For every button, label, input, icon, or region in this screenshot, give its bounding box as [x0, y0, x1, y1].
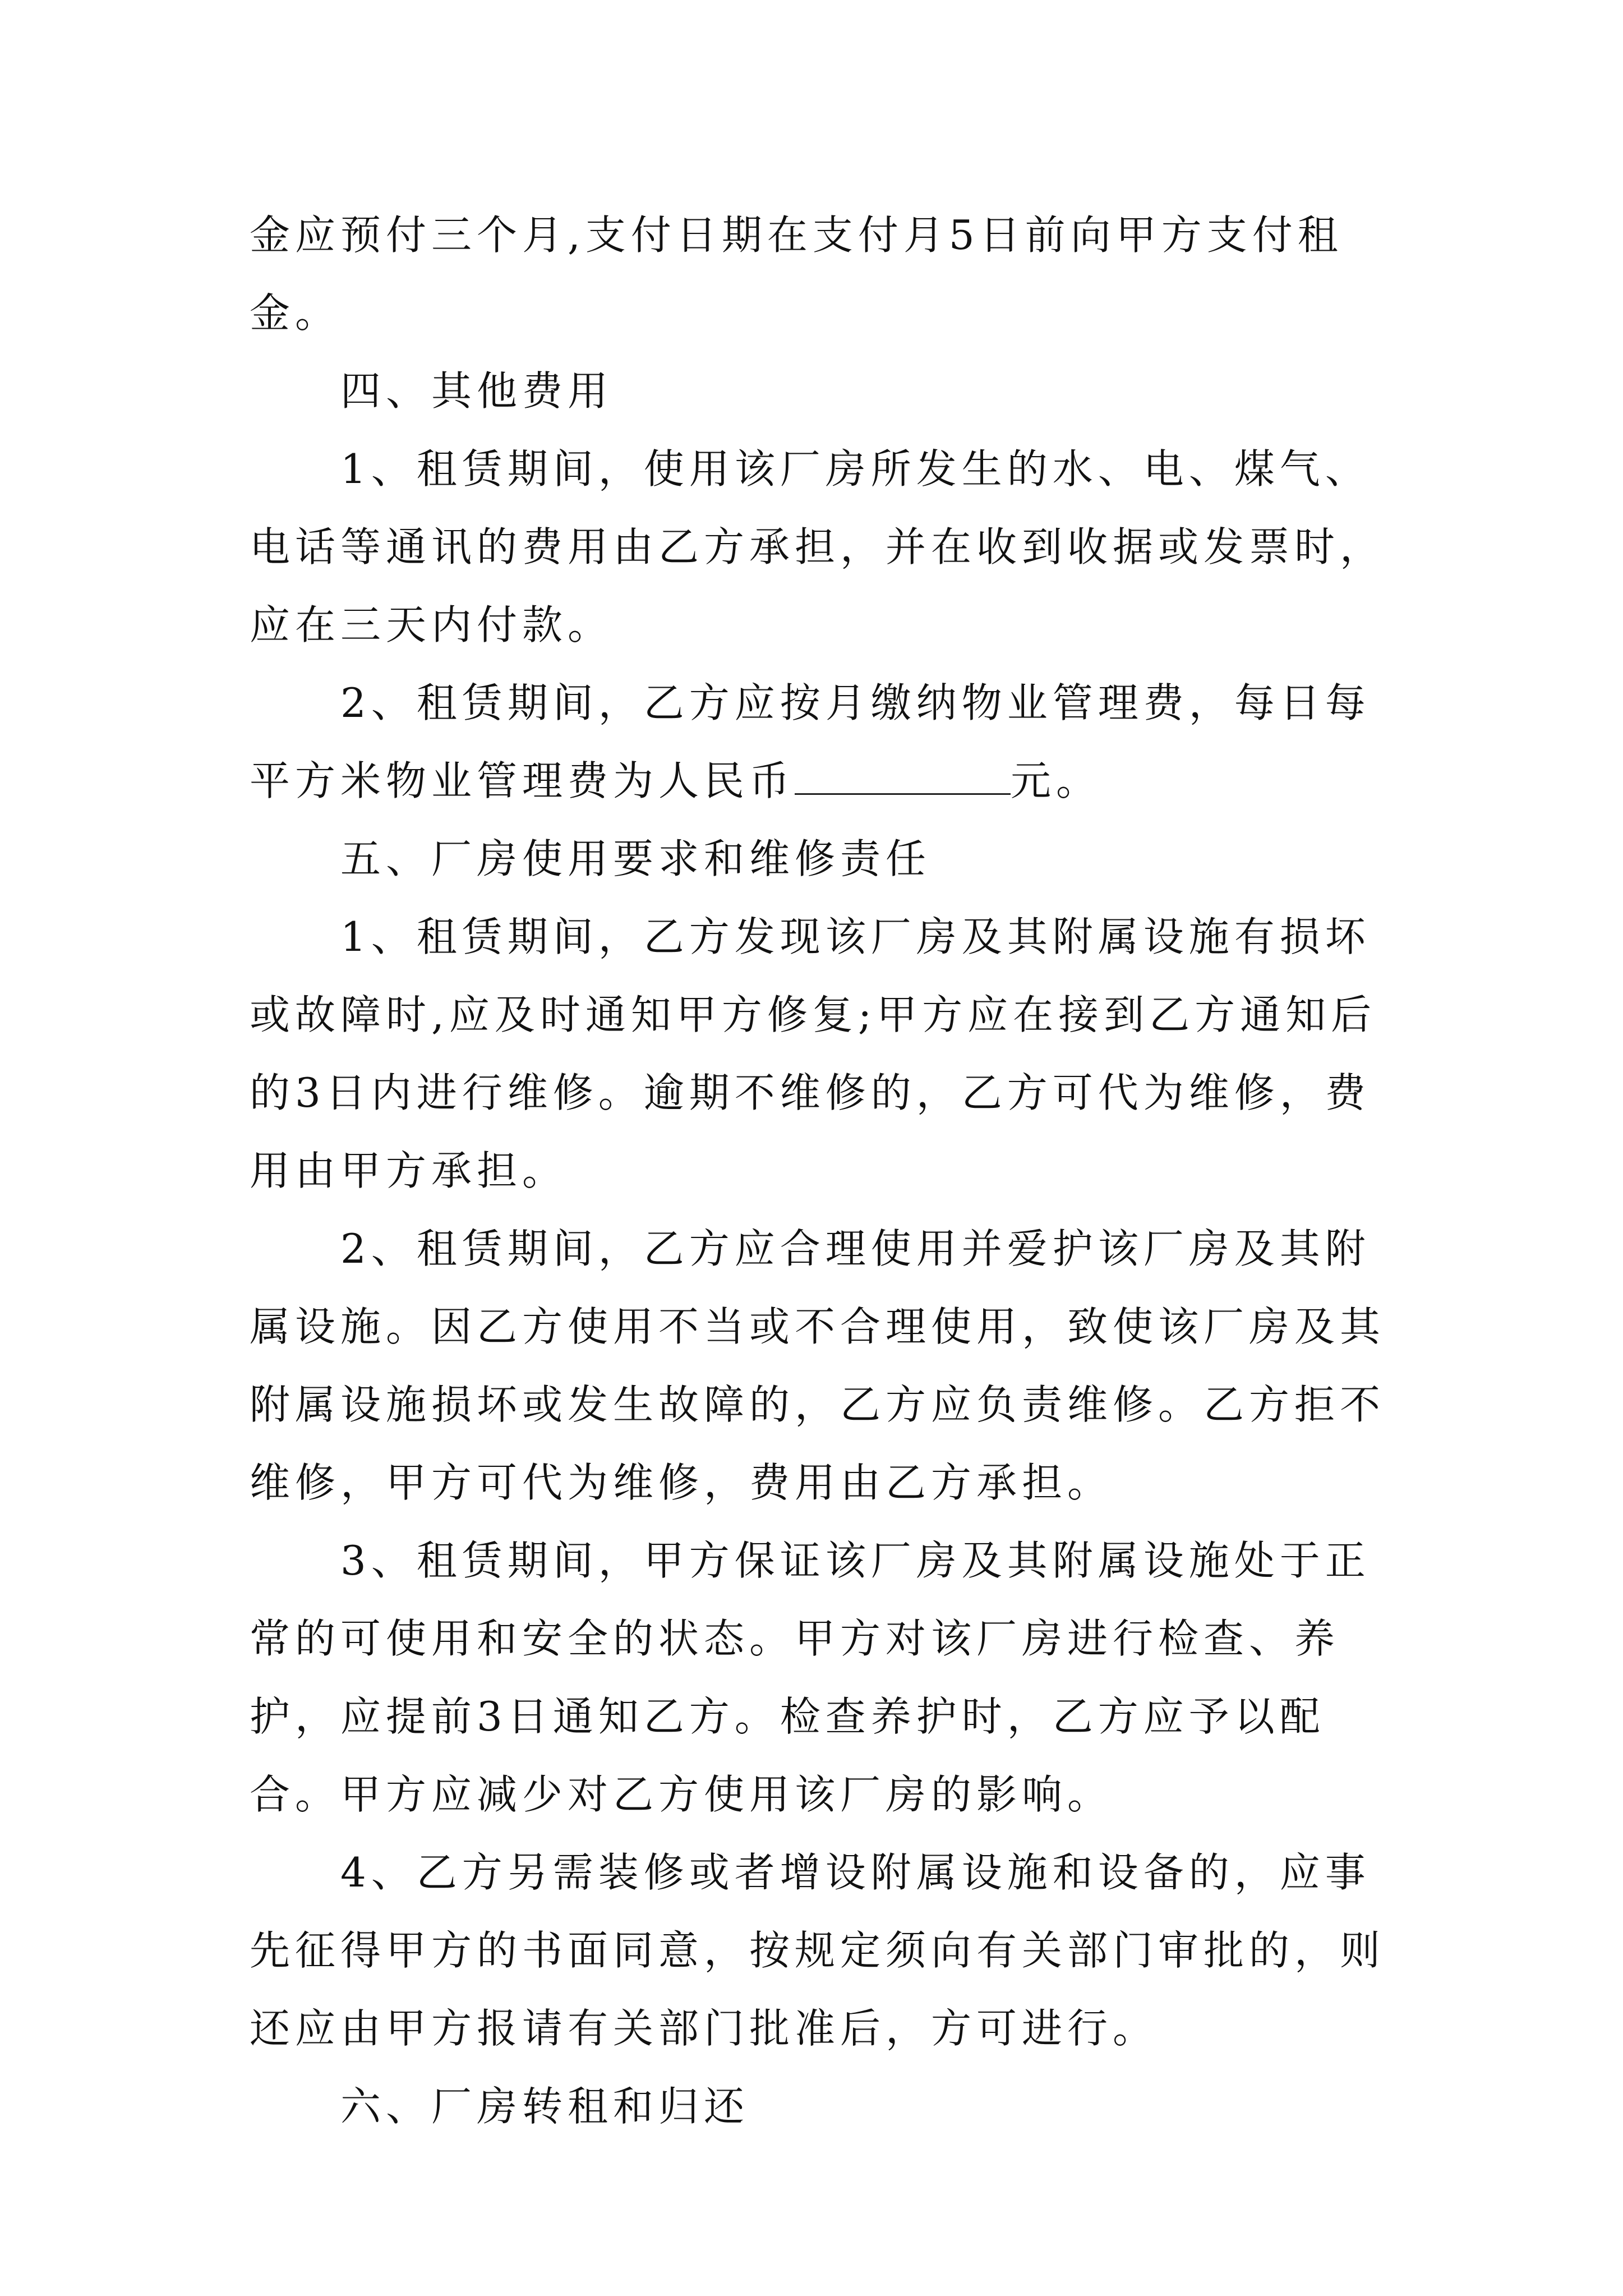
- heading-other-fees: 四、其他费用: [340, 367, 614, 415]
- heading-usage-maintenance: 五、厂房使用要求和维修责任: [340, 835, 932, 882]
- paragraph-repair-notice: 1、租赁期间，乙方发现该厂房及其附属设施有损坏或故障时,应及时通知甲方修复;甲方应在接到乙方通知后的3日内进行维修。逾期不维修的，乙方可代为维修，费用由甲方承担。: [250, 913, 1377, 1194]
- amount-blank-line: [795, 760, 1011, 795]
- paragraph-renovation: 4、乙方另需装修或者增设附属设施和设备的，应事先征得甲方的书面同意，按规定须向有关部门审批的，则还应由甲方报请有关部门批准后，方可进行。: [250, 1849, 1386, 2052]
- document-body: [250, 196, 1394, 2146]
- heading-sublease-return: 六、厂房转租和归还: [340, 2083, 750, 2130]
- paragraph-proper-use: 2、租赁期间，乙方应合理使用并爱护该厂房及其附属设施。因乙方使用不当或不合理使用，致使该厂房及其附属设施损坏或发生故障的，乙方应负责维修。乙方拒不维修，甲方可代为维修，费用由乙方承担。: [250, 1225, 1386, 1506]
- paragraph-utilities: 1、租赁期间，使用该厂房所发生的水、电、煤气、电话等通讯的费用由乙方承担，并在收到收据或发票时，应在三天内付款。: [250, 445, 1386, 648]
- property-fee-unit: 元。: [1011, 757, 1102, 804]
- paragraph-rent-prepay: 金应预付三个月,支付日期在支付月5日前向甲方支付租金。: [250, 211, 1343, 337]
- property-fee-text: 2、租赁期间，乙方应按月缴纳物业管理费，每日每平方米物业管理费为人民币: [250, 679, 1371, 804]
- paragraph-safety-inspection: 3、租赁期间，甲方保证该厂房及其附属设施处于正常的可使用和安全的状态。甲方对该厂房进行检查、养护，应提前3日通知乙方。检查养护时，乙方应予以配合。甲方应减少对乙方使用该厂房的影响。: [250, 1537, 1371, 1818]
- paragraph-property-fee: [250, 664, 1394, 820]
